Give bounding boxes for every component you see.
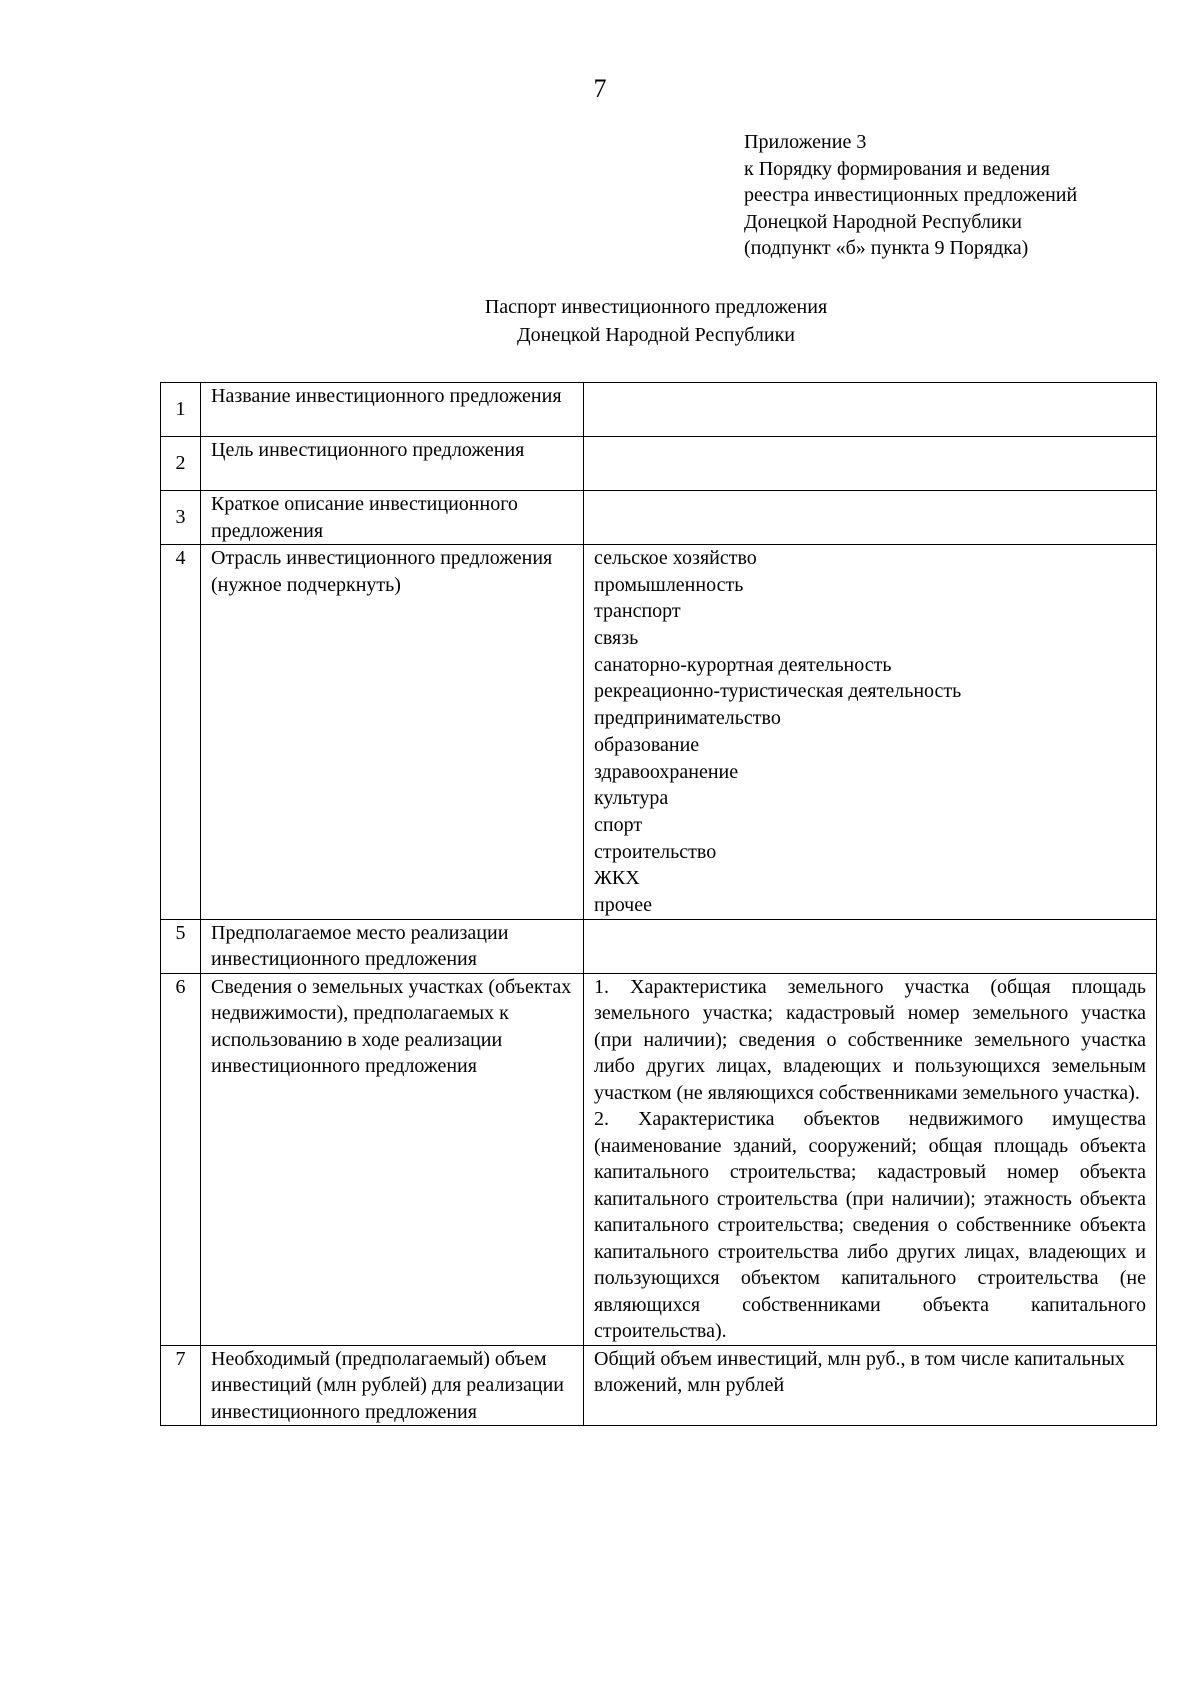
- branch-option[interactable]: строительство: [594, 840, 717, 863]
- page-number: 7: [593, 74, 607, 103]
- table-row: [161, 383, 1157, 437]
- row-value: [584, 491, 1157, 545]
- branch-option[interactable]: прочее: [594, 893, 652, 916]
- table-row: [161, 919, 1157, 973]
- row-value: [584, 919, 1157, 973]
- row-number: 5: [161, 919, 201, 973]
- row-name: Необходимый (предполагаемый) объем инвестиций (млн рублей) для реализации инвестиционного предложения: [201, 1345, 584, 1426]
- appendix-line: реестра инвестиционных предложений: [744, 184, 1078, 206]
- table-row: [161, 491, 1157, 545]
- row-name: Название инвестиционного предложения: [201, 383, 584, 437]
- branch-option[interactable]: спорт: [594, 813, 643, 836]
- branch-option[interactable]: предпринимательство: [594, 707, 781, 730]
- row-name-note: (нужное подчеркнуть): [211, 573, 401, 596]
- row-number: 4: [161, 545, 201, 920]
- row-number: 3: [161, 491, 201, 545]
- table-row: [161, 1345, 1157, 1426]
- passport-table: [160, 382, 1157, 1426]
- row-name: Предполагаемое место реализации инвестиционного предложения: [201, 919, 584, 973]
- branch-option[interactable]: промышленность: [594, 573, 744, 596]
- branch-option[interactable]: сельское хозяйство: [594, 547, 757, 569]
- table-row: [161, 545, 1157, 920]
- land-plot-description: 1. Характеристика земельного участка (общая площадь земельного участка; кадастровый номер земельного участка (при наличии); сведения о собственнике земельного участка либо других лицах, владеющих и пользующихся земельным участком (не являющихся собственниками земельного участка).: [594, 975, 1146, 1104]
- branch-option[interactable]: транспорт: [594, 600, 681, 623]
- branch-option[interactable]: образование: [594, 733, 700, 756]
- row-name-text: Отрасль инвестиционного предложения: [211, 547, 553, 569]
- branch-option[interactable]: здравоохранение: [594, 760, 739, 783]
- appendix-line: Приложение 3: [744, 131, 867, 153]
- branch-option[interactable]: связь: [594, 627, 639, 650]
- row-value: [584, 437, 1157, 491]
- document-title-line-1: Паспорт инвестиционного предложения: [484, 296, 828, 318]
- row-name: Цель инвестиционного предложения: [201, 437, 584, 491]
- appendix-line: Донецкой Народной Республики: [744, 210, 1022, 233]
- branch-option[interactable]: культура: [594, 787, 669, 810]
- row-name: [201, 545, 584, 920]
- document-title-line-2: Донецкой Народной Республики: [517, 324, 795, 346]
- branch-option[interactable]: рекреационно-туристическая деятельность: [594, 680, 962, 703]
- appendix-line: (подпункт «б» пункта 9 Порядка): [744, 237, 1029, 259]
- appendix-header: [744, 129, 1184, 262]
- real-estate-description: 2. Характеристика объектов недвижимого имущества (наименование зданий, сооружений; общая площадь объекта капитального строительства; кадастровый номер объекта капитального строительства (при наличии); этажность объекта капитального строительства; сведения о собственнике объекта капитального строительства либо других лицах, владеющих и пользующихся объектом капитального строительства (не являющихся собственниками объекта капитального строительства).: [594, 1108, 1146, 1343]
- row-number: 7: [161, 1345, 201, 1426]
- branch-option[interactable]: санаторно-курортная деятельность: [594, 653, 892, 676]
- row-name: Краткое описание инвестиционного предложения: [201, 491, 584, 545]
- row-number: 6: [161, 973, 201, 1345]
- row-value: [584, 383, 1157, 437]
- document-title: [0, 293, 1200, 349]
- row-number: 1: [161, 383, 201, 437]
- row-value: Общий объем инвестиций, млн руб., в том числе капитальных вложений, млн рублей: [584, 1345, 1157, 1426]
- appendix-line: к Порядку формирования и ведения: [744, 157, 1050, 180]
- branch-options-list: [584, 545, 1157, 920]
- row-name: Сведения о земельных участках (объектах недвижимости), предполагаемых к использованию в ходе реализации инвестиционного предложения: [201, 973, 584, 1345]
- row-number: 2: [161, 437, 201, 491]
- table-row: [161, 437, 1157, 491]
- row-value: [584, 973, 1157, 1345]
- table-row: [161, 973, 1157, 1345]
- branch-option[interactable]: ЖКХ: [594, 867, 640, 890]
